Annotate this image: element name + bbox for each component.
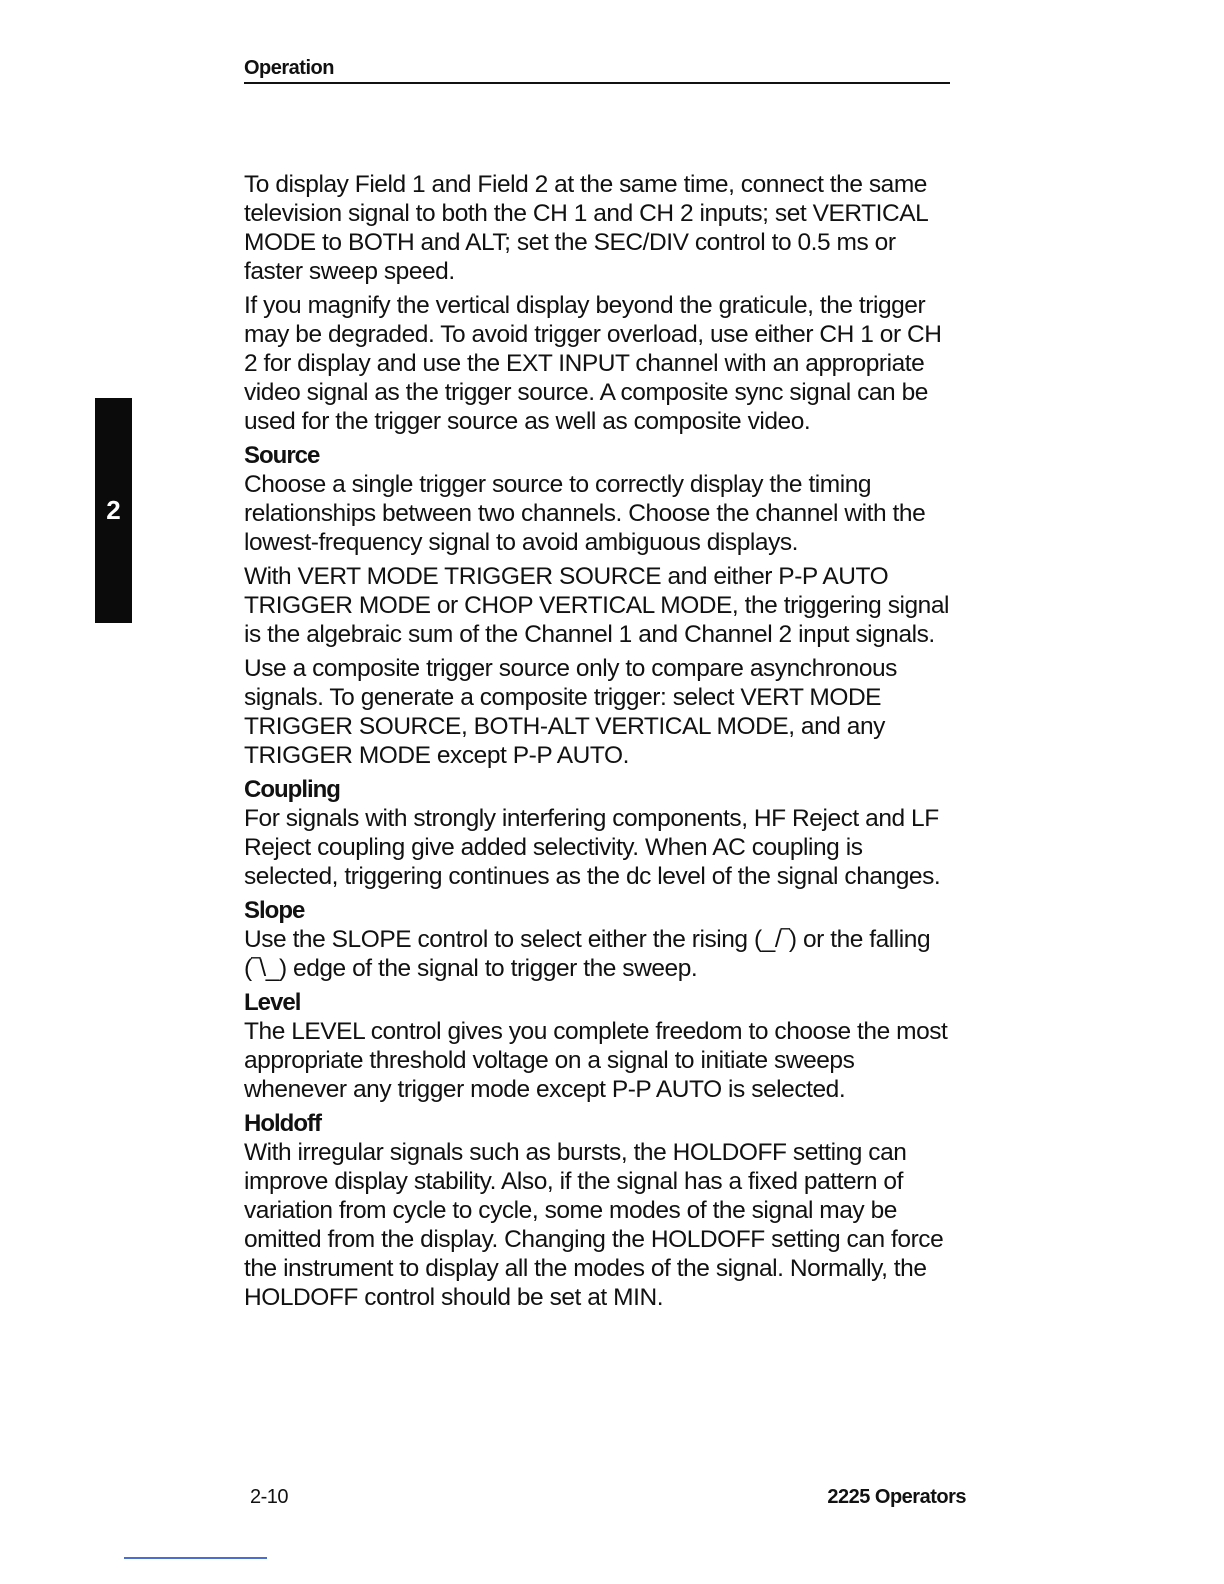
bottom-divider bbox=[124, 1557, 267, 1559]
intro-paragraph: If you magnify the vertical display beyond the graticule, the trigger may be degraded. To avoid trigger overload, use either CH 1 or CH 2 for display and use the EXT INPUT channel with an appropriate video signal as the trigger source. A composite sync signal can be used for the trigger source as well as composite video. bbox=[244, 292, 942, 435]
section-heading: Source bbox=[244, 442, 320, 469]
section-source bbox=[244, 441, 956, 770]
section-paragraph: Use a composite trigger source only to compare asynchronous signals. To generate a composite trigger: select VERT MODE TRIGGER SOURCE, BOTH-ALT VERTICAL MODE, and any TRIGGER MODE except P-P AUTO. bbox=[244, 655, 897, 769]
section-paragraph: The LEVEL control gives you complete freedom to choose the most appropriate threshold voltage on a signal to initiate sweeps whenever any trigger mode except P-P AUTO is selected. bbox=[244, 1018, 948, 1103]
chapter-tab-number: 2 bbox=[106, 495, 121, 525]
section-paragraph: For signals with strongly interfering components, HF Reject and LF Reject coupling give added selectivity. When AC coupling is selected, triggering continues as the dc level of the signal changes. bbox=[244, 805, 941, 890]
page-number: 2-10 bbox=[250, 1486, 289, 1508]
page-body bbox=[244, 170, 956, 1317]
section-paragraph: Use the SLOPE control to select either the rising (_/‾) or the falling (‾\_) edge of the signal to trigger the sweep. bbox=[244, 926, 931, 982]
intro-paragraph: To display Field 1 and Field 2 at the same time, connect the same television signal to both the CH 1 and CH 2 inputs; set VERTICAL MODE to BOTH and ALT; set the SEC/DIV control to 0.5 ms or faster sweep speed. bbox=[244, 171, 928, 285]
page-header bbox=[244, 56, 950, 84]
section-heading: Holdoff bbox=[244, 1110, 321, 1137]
section-coupling bbox=[244, 775, 956, 891]
section-slope bbox=[244, 896, 956, 983]
chapter-tab bbox=[95, 398, 132, 623]
section-paragraph: Choose a single trigger source to correctly display the timing relationships between two channels. Choose the channel with the lowest-frequency signal to avoid ambiguous displays. bbox=[244, 471, 926, 556]
section-level bbox=[244, 988, 956, 1104]
section-heading: Coupling bbox=[244, 776, 340, 803]
header-title: Operation bbox=[244, 57, 334, 79]
section-paragraph: With VERT MODE TRIGGER SOURCE and either P-P AUTO TRIGGER MODE or CHOP VERTICAL MODE, the triggering signal is the algebraic sum of the Channel 1 and Channel 2 input signals. bbox=[244, 563, 950, 648]
manual-title: 2225 Operators bbox=[827, 1486, 966, 1508]
section-heading: Level bbox=[244, 989, 301, 1016]
section-paragraph: With irregular signals such as bursts, the HOLDOFF setting can improve display stability. Also, if the signal has a fixed pattern of variation from cycle to cycle, some modes of the signal may be omitted from the display. Changing the HOLDOFF setting can force the instrument to display all the modes of the signal. Normally, the HOLDOFF control should be set at MIN. bbox=[244, 1139, 944, 1311]
section-heading: Slope bbox=[244, 897, 305, 924]
section-holdoff bbox=[244, 1109, 956, 1312]
